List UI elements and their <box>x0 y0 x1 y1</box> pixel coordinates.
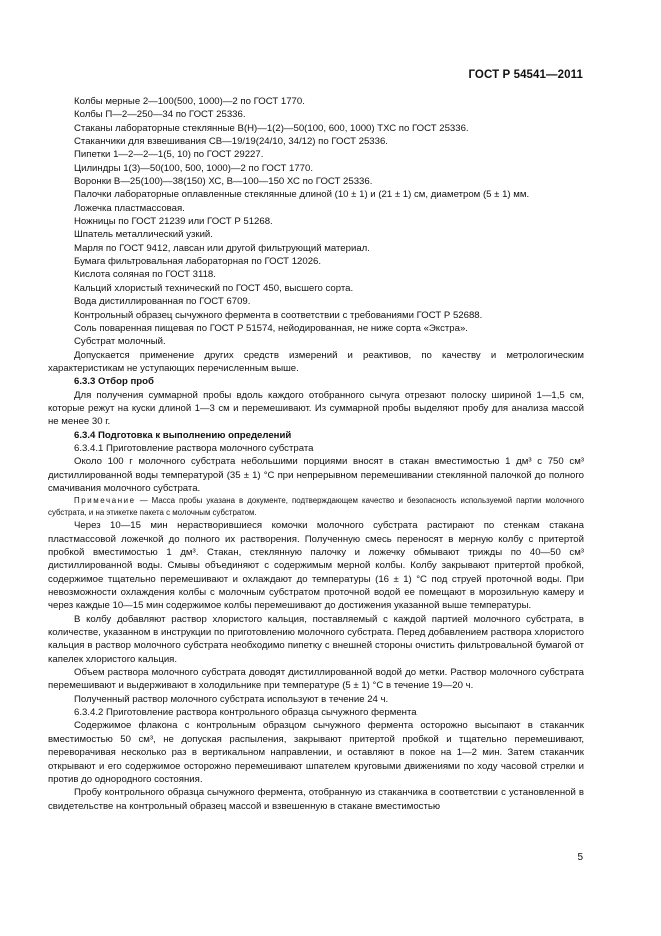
equipment-list <box>48 95 584 375</box>
list-item: Воронки В—25(100)—38(150) ХС, В—100—150 ХС по ГОСТ 25336. <box>74 176 373 188</box>
section-heading-6-3-3: 6.3.3 Отбор проб <box>74 376 154 388</box>
paragraph: Объем раствора молочного субстрата доводят дистиллированной водой до метки. Раствор молочного субстрата перемешивают и выдерживают в холодильнике при температуре (5 ± 1) °С в течение 19—20 ч. <box>48 667 584 692</box>
list-item: Пипетки 1—2—2—1(5, 10) по ГОСТ 29227. <box>74 149 264 161</box>
list-item: Ножницы по ГОСТ 21239 или ГОСТ Р 51268. <box>74 216 273 228</box>
list-item: Ложечка пластмассовая. <box>74 202 185 214</box>
list-item: Вода дистиллированная по ГОСТ 6709. <box>74 296 251 308</box>
subsection-title-6-3-4-2: 6.3.4.2 Приготовление раствора контрольного образца сычужного фермента <box>74 707 417 719</box>
note-label: Примечание <box>74 496 136 506</box>
list-item: Стаканы лабораторные стеклянные В(Н)—1(2)—50(100, 600, 1000) ТХС по ГОСТ 25336. <box>74 122 469 134</box>
list-item: Допускается применение других средств измерений и реактивов, по качеству и метрологическим характеристикам не уступающих перечисленным выше. <box>48 349 584 374</box>
paragraph: Содержимое флакона с контрольным образцом сычужного фермента осторожно высыпают в стаканчик вместимостью 50 см³, не допуская распыления, закрывают притертой пробкой и тщательно перемешивают, переворачивая несколько раз в вертикальном направлении, и оставляют в покое на 1—2 мин. Затем стаканчик открывают и его содержимое осторожно перемешивают шпателем круговыми движениями по ходу часовой стрелки и против до однородного состояния. <box>48 720 584 785</box>
list-item: Колбы П—2—250—34 по ГОСТ 25336. <box>74 109 246 121</box>
list-item: Палочки лабораторные оплавленные стеклянные длиной (10 ± 1) и (21 ± 1) см, диаметром (5 ± 1) мм. <box>74 189 530 201</box>
list-item: Кислота соляная по ГОСТ 3118. <box>74 269 216 281</box>
paragraph: Около 100 г молочного субстрата небольшими порциями вносят в стакан вместимостью 1 дм³ с 750 см³ дистиллированной воды температурой (35 ± 1) °С при непрерывном перемешивании стеклянной палочкой до полного смачивания молочного субстрата. <box>48 456 584 494</box>
paragraph: Пробу контрольного образца сычужного фермента, отобранную из стаканчика в соответствии с установленной в свидетельстве на контрольный образец массой и взвешенную в стакане вместимостью <box>48 787 584 812</box>
list-item: Цилиндры 1(3)—50(100, 500, 1000)—2 по ГОСТ 1770. <box>74 162 313 174</box>
paragraph: Для получения суммарной пробы вдоль каждого отобранного сычуга отрезают полоску шириной 1—1,5 см, которые режут на куски длиной 1—3 см и перемешивают. Из суммарной пробы выделяют пробу для анализа массой не менее 30 г. <box>48 389 584 428</box>
list-item: Субстрат молочный. <box>74 336 166 348</box>
list-item: Бумага фильтровальная лабораторная по ГОСТ 12026. <box>74 256 322 268</box>
standard-code-header: ГОСТ Р 54541—2011 <box>468 69 583 81</box>
paragraph: Через 10—15 мин нерастворившиеся комочки молочного субстрата растирают по стенкам стакана пластмассовой ложечкой до полного их растворения. Полученную смесь переносят в мерную колбу с притертой пробкой вместимостью 1 дм³. Стакан, стеклянную палочку и ложечку обмывают трижды по 40—50 см³ дистиллированной воды. Смывы объединяют с содержимым мерной колбы. Колбу закрывают притертой пробкой, содержимое тщательно перемешивают и охлаждают до температуры (16 ± 1) °С под струей проточной воды. При невозможности охлаждения колбы с молочным субстратом проточной водой ее помещают в морозильную камеру и через каждые 10—15 мин содержимое колбы перемешивают до достижения указанной выше температуры. <box>48 520 584 612</box>
list-item: Контрольный образец сычужного фермента в соответствии с требованиями ГОСТ Р 52688. <box>74 309 483 321</box>
list-item: Соль поваренная пищевая по ГОСТ Р 51574, нейодированная, не ниже сорта «Экстра». <box>74 322 468 334</box>
page-number: 5 <box>577 852 583 863</box>
list-item: Шпатель металлический узкий. <box>74 229 213 241</box>
paragraph: В колбу добавляют раствор хлористого кальция, поставляемый с каждой партией молочного субстрата, в количестве, указанном в инструкции по приготовлению молочного субстрата. Перед добавлением раствора хлористого кальция в раствор молочного субстрата необходимо пипетку с внешней стороны очистить фильтровальной бумагой от капелек хлористого кальция. <box>48 613 584 665</box>
section-heading-6-3-4: 6.3.4 Подготовка к выполнению определений <box>74 429 292 441</box>
list-item: Стаканчики для взвешивания СВ—19/19(24/10, 34/12) по ГОСТ 25336. <box>74 136 388 148</box>
list-item: Кальций хлористый технический по ГОСТ 450, высшего сорта. <box>74 282 354 294</box>
list-item: Колбы мерные 2—100(500, 1000)—2 по ГОСТ 1770. <box>74 96 305 107</box>
note <box>48 495 584 519</box>
subsection-title-6-3-4-1: 6.3.4.1 Приготовление раствора молочного субстрата <box>74 442 314 454</box>
page-body <box>48 95 584 813</box>
list-item: Марля по ГОСТ 9412, лавсан или другой фильтрующий материал. <box>74 242 370 254</box>
paragraph: Полученный раствор молочного субстрата используют в течение 24 ч. <box>74 693 389 705</box>
note-text: — Масса пробы указана в документе, подтверждающем качество и безопасность используемой партии молочного субстрата, и на этикетке пакета с молочным субстратом. <box>48 496 584 518</box>
